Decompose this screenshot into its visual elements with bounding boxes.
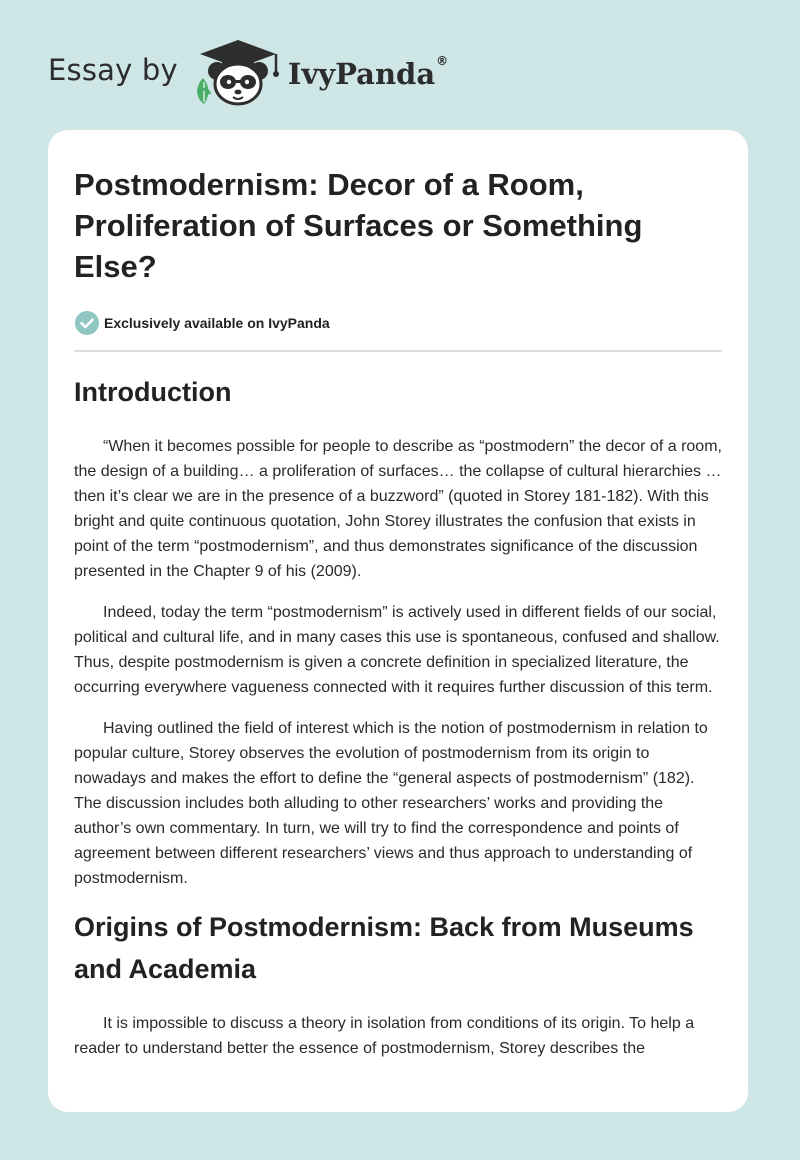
section-heading: Origins of Postmodernism: Back from Museums and Academia	[74, 912, 694, 984]
section-heading: Introduction	[74, 377, 232, 407]
exclusive-badge	[74, 310, 722, 336]
brand-prefix: Essay by	[48, 53, 178, 87]
brand-name: IvyPanda	[287, 57, 436, 91]
paragraph: Having outlined the field of interest which is the notion of postmodernism in relation to popular culture, Storey observes the evolution of postmodernism from its origin to nowadays and makes the effort to define the “general aspects of postmodernism” (182). The discussion includes both alluding to other researchers’ works and providing the author’s own commentary. In turn, we will try to find the correspondence and points of agreement between different researchers’ views and thus approach to understanding of postmodernism.	[74, 720, 708, 887]
panda-graduate-logo-icon	[192, 38, 284, 108]
paragraph: It is impossible to discuss a theory in isolation from conditions of its origin. To help a reader to understand better the essence of postmodernism, Storey describes the	[74, 1015, 695, 1057]
paragraph: “When it becomes possible for people to describe as “postmodern” the decor of a room, the design of a building… a proliferation of surfaces… the collapse of cultural hierarchies … then it’s clear we are in the presence of a buzzword” (quoted in Storey 181-182). With this bright and quite continuous quotation, John Storey illustrates the confusion that exists in point of the term “postmodernism”, and thus demonstrates significance of the discussion presented in the Chapter 9 of his (2009).	[74, 438, 722, 580]
brand-registered-mark: ®	[436, 54, 449, 68]
article-content	[74, 130, 722, 1061]
article-title: Postmodernism: Decor of a Room, Proliferation of Surfaces or Something Else?	[74, 167, 643, 284]
section-introduction	[74, 371, 722, 891]
paragraph: Indeed, today the term “postmodernism” is actively used in different fields of our social, political and cultural life, and in many cases this use is spontaneous, confused and shallow. Thus, despite postmodernism is given a concrete definition in specialized literature, the occurring everywhere vagueness connected with it requires further discussion of this term.	[74, 604, 720, 696]
check-circle-icon	[74, 310, 100, 336]
section-origins	[74, 906, 722, 1061]
exclusive-badge-label: Exclusively available on IvyPanda	[104, 315, 330, 331]
site-brand[interactable]	[48, 38, 448, 108]
article-card	[48, 130, 748, 1112]
title-divider	[74, 350, 722, 352]
